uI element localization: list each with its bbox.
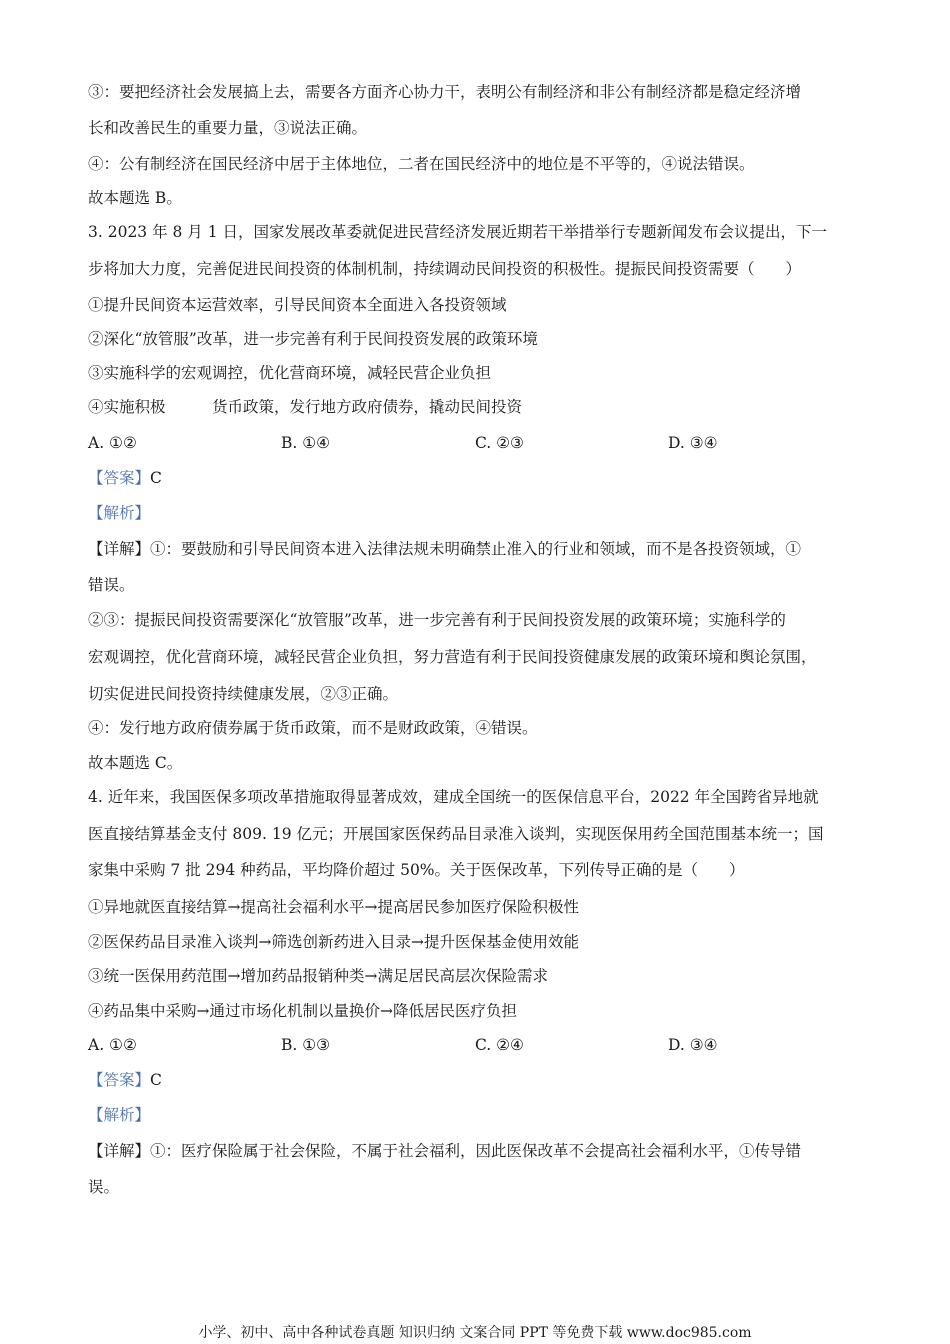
detail-tag: 【详解】 bbox=[88, 540, 151, 558]
q3-detail-line-6: ④：发行地方政府债券属于货币政策，而不是财政政策，④错误。 bbox=[88, 719, 538, 737]
q3-statement-1: ①提升民间资本运营效率，引导民间资本全面进入各投资领域 bbox=[88, 296, 507, 314]
q3-detail-line-4: 宏观调控，优化营商环境，减轻民营企业负担，努力营造有利于民间投资健康发展的政策环境和舆论氛围， bbox=[88, 648, 817, 666]
q4-option-b: B. ①③ bbox=[281, 1036, 331, 1054]
q4-option-a: A. ①② bbox=[88, 1036, 137, 1054]
answer-value: C bbox=[150, 469, 162, 487]
q4-detail-line-1 bbox=[88, 1140, 801, 1162]
q3-detail-line-2: 错误。 bbox=[88, 576, 135, 594]
q3-option-b: B. ①④ bbox=[281, 434, 331, 452]
q3-option-a: A. ①② bbox=[88, 434, 137, 452]
q3-analysis-heading bbox=[88, 502, 150, 524]
q4-option-d: D. ③④ bbox=[668, 1036, 718, 1054]
detail-text: ①：要鼓励和引导民间资本进入法律法规未明确禁止准入的行业和领域，而不是各投资领域，① bbox=[150, 540, 802, 558]
q3-detail-line-1 bbox=[88, 538, 801, 560]
q3-detail-line-5: 切实促进民间投资持续健康发展，②③正确。 bbox=[88, 685, 399, 703]
q3-stem-line-1: 3. 2023 年 8 月 1 日，国家发展改革委就促进民营经济发展近期若干举措举行专题新闻发布会议提出，下一 bbox=[88, 223, 828, 241]
q2-conclusion: 故本题选 B。 bbox=[88, 189, 182, 207]
q3-answer bbox=[88, 467, 162, 489]
page-footer: 小学、初中、高中各种试卷真题 知识归纳 文案合同 PPT 等免费下载 www.doc985.com bbox=[198, 1325, 752, 1341]
q4-detail-line-2: 误。 bbox=[88, 1178, 120, 1196]
q3-conclusion: 故本题选 C。 bbox=[88, 754, 183, 772]
q3-statement-3: ③实施科学的宏观调控，优化营商环境，减轻民营企业负担 bbox=[88, 364, 492, 382]
answer-tag: 【答案】 bbox=[88, 1071, 151, 1089]
q4-stem-line-1: 4. 近年来，我国医保多项改革措施取得显著成效，建成全国统一的医保信息平台，2022 年全国跨省异地就 bbox=[88, 788, 819, 806]
analysis-tag: 【解析】 bbox=[88, 1106, 151, 1124]
analysis-tag: 【解析】 bbox=[88, 504, 151, 522]
q4-stem-line-3: 家集中采购 7 批 294 种药品，平均降价超过 50%。关于医保改革，下列传导正确的是（ ） bbox=[88, 861, 745, 879]
answer-tag: 【答案】 bbox=[88, 469, 151, 487]
q4-answer bbox=[88, 1069, 162, 1091]
detail-tag: 【详解】 bbox=[88, 1142, 151, 1160]
q4-statement-3: ③统一医保用药范围→增加药品报销种类→满足居民高层次保险需求 bbox=[88, 967, 548, 985]
q4-option-c: C. ②④ bbox=[475, 1036, 524, 1054]
q4-statement-2: ②医保药品目录准入谈判→筛选创新药进入目录→提升医保基金使用效能 bbox=[88, 933, 579, 951]
q2-analysis-line-4: ④：公有制经济在国民经济中居于主体地位，二者在国民经济中的地位是不平等的，④说法错误。 bbox=[88, 155, 755, 173]
q2-analysis-line-3: ③：要把经济社会发展搞上去，需要各方面齐心协力干，表明公有制经济和非公有制经济都是稳定经济增 bbox=[88, 83, 802, 101]
q3-option-c: C. ②③ bbox=[475, 434, 524, 452]
q3-detail-line-3: ②③：提振民间投资需要深化“放管服”改革，进一步完善有利于民间投资发展的政策环境；实施科学的 bbox=[88, 611, 786, 629]
q4-stem-line-2: 医直接结算基金支付 809. 19 亿元；开展国家医保药品目录准入谈判，实现医保用药全国范围基本统一；国 bbox=[88, 825, 824, 843]
q4-statement-1: ①异地就医直接结算→提高社会福利水平→提高居民参加医疗保险积极性 bbox=[88, 898, 579, 916]
q4-statement-4: ④药品集中采购→通过市场化机制以量换价→降低居民医疗负担 bbox=[88, 1002, 517, 1020]
detail-text: ①：医疗保险属于社会保险，不属于社会福利，因此医保改革不会提高社会福利水平，①传导错 bbox=[150, 1142, 802, 1160]
q3-stem-line-2: 步将加大力度，完善促进民间投资的体制机制，持续调动民间投资的积极性。提振民间投资需要（ ） bbox=[88, 260, 802, 278]
answer-value: C bbox=[150, 1071, 162, 1089]
q3-statement-4: ④实施积极 货币政策，发行地方政府债券，撬动民间投资 bbox=[88, 398, 523, 416]
q3-option-d: D. ③④ bbox=[668, 434, 718, 452]
q4-analysis-heading bbox=[88, 1104, 150, 1126]
q2-analysis-line-3-cont: 长和改善民生的重要力量，③说法正确。 bbox=[88, 119, 368, 137]
q3-statement-2: ②深化“放管服”改革，进一步完善有利于民间投资发展的政策环境 bbox=[88, 330, 538, 348]
